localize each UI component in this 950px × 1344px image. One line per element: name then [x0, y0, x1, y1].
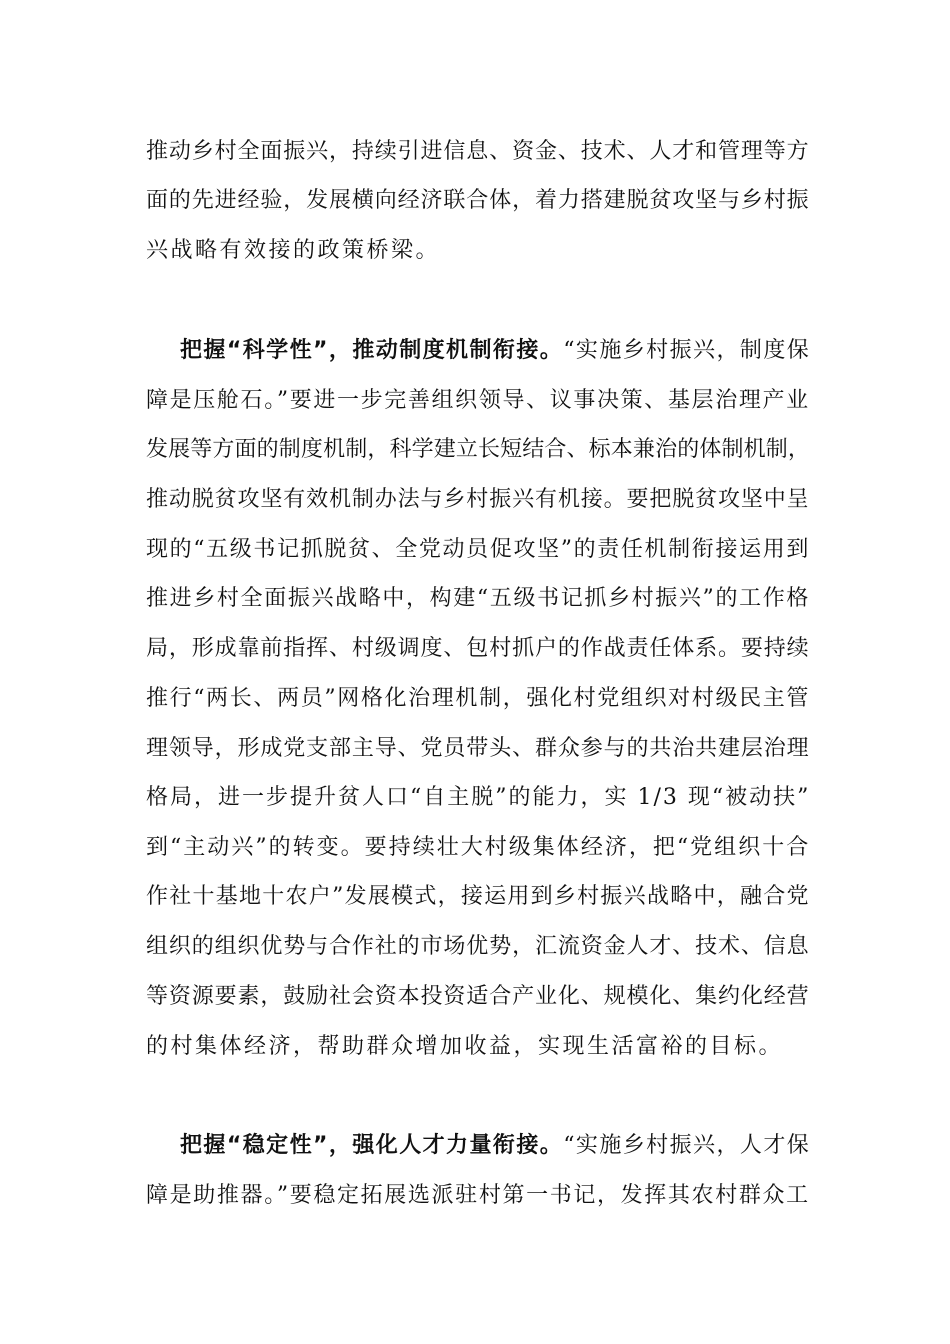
paragraph-2-line-5: 推进乡村全面振兴战略中，构建“五级书记抓乡村振兴”的工作格	[146, 586, 810, 611]
paragraph-2-line-4: 现的“五级书记抓脱贫、全党动员促攻坚”的责任机制衔接运用到	[146, 537, 810, 562]
paragraph-3-heading: 把握“稳定性”，强化人才力量衔接。	[180, 1133, 564, 1158]
paragraph-2-line-7: 推行“两长、两员”网格化治理机制，强化村党组织对村级民主管	[146, 686, 810, 711]
paragraph-2-line-10: 到“主动兴”的转变。要持续壮大村级集体经济，把“党组织十合	[146, 835, 811, 860]
paragraph-2-line-9: 格局，进一步提升贫人口“自主脱”的能力，实 1/3 现“被动扶”	[146, 785, 811, 810]
paragraph-3-line-1: 障是助推器。”要稳定拓展选派驻村第一书记，发挥其农村群众工	[146, 1183, 810, 1208]
paragraph-3-first-line-text: “实施乡村振兴，人才保	[563, 1133, 811, 1158]
paragraph-1-line-1: 推动乡村全面振兴，持续引进信息、资金、技术、人才和管理等方	[146, 139, 810, 164]
paragraph-1-line-3: 兴战略有效接的政策桥梁。	[146, 238, 441, 263]
paragraph-2-line-13: 等资源要素，鼓励社会资本投资适合产业化、规模化、集约化经营	[146, 984, 810, 1009]
paragraph-2-line-2: 发展等方面的制度机制，科学建立长短结合、标本兼治的体制机制，	[146, 437, 811, 462]
paragraph-1-line-2: 面的先进经验，发展横向经济联合体，着力搭建脱贫攻坚与乡村振	[146, 188, 810, 213]
paragraph-2-first-line-text: “实施乡村振兴，制度保	[563, 338, 811, 363]
paragraph-2-line-3: 推动脱贫攻坚有效机制办法与乡村振兴有机接。要把脱贫攻坚中呈	[146, 487, 810, 512]
paragraph-2-line-11: 作社十基地十农户”发展模式，接运用到乡村振兴战略中，融合党	[146, 884, 810, 909]
paragraph-2-line-6: 局，形成靠前指挥、村级调度、包村抓户的作战责任体系。要持续	[146, 636, 810, 661]
paragraph-2-line-8: 理领导，形成党支部主导、党员带头、群众参与的共治共建层治理	[146, 736, 810, 761]
paragraph-2-first-line	[180, 336, 810, 366]
paragraph-2-line-1: 障是压舱石。”要进一步完善组织领导、议事决策、基层治理产业	[146, 388, 810, 413]
paragraph-2-line-14: 的村集体经济，帮助群众增加收益，实现生活富裕的目标。	[146, 1034, 784, 1059]
paragraph-3-first-line	[180, 1131, 810, 1161]
paragraph-2-heading: 把握“科学性”，推动制度机制衔接。	[180, 338, 564, 363]
paragraph-2-line-12: 组织的组织优势与合作社的市场优势，汇流资金人才、技术、信息	[146, 934, 810, 959]
